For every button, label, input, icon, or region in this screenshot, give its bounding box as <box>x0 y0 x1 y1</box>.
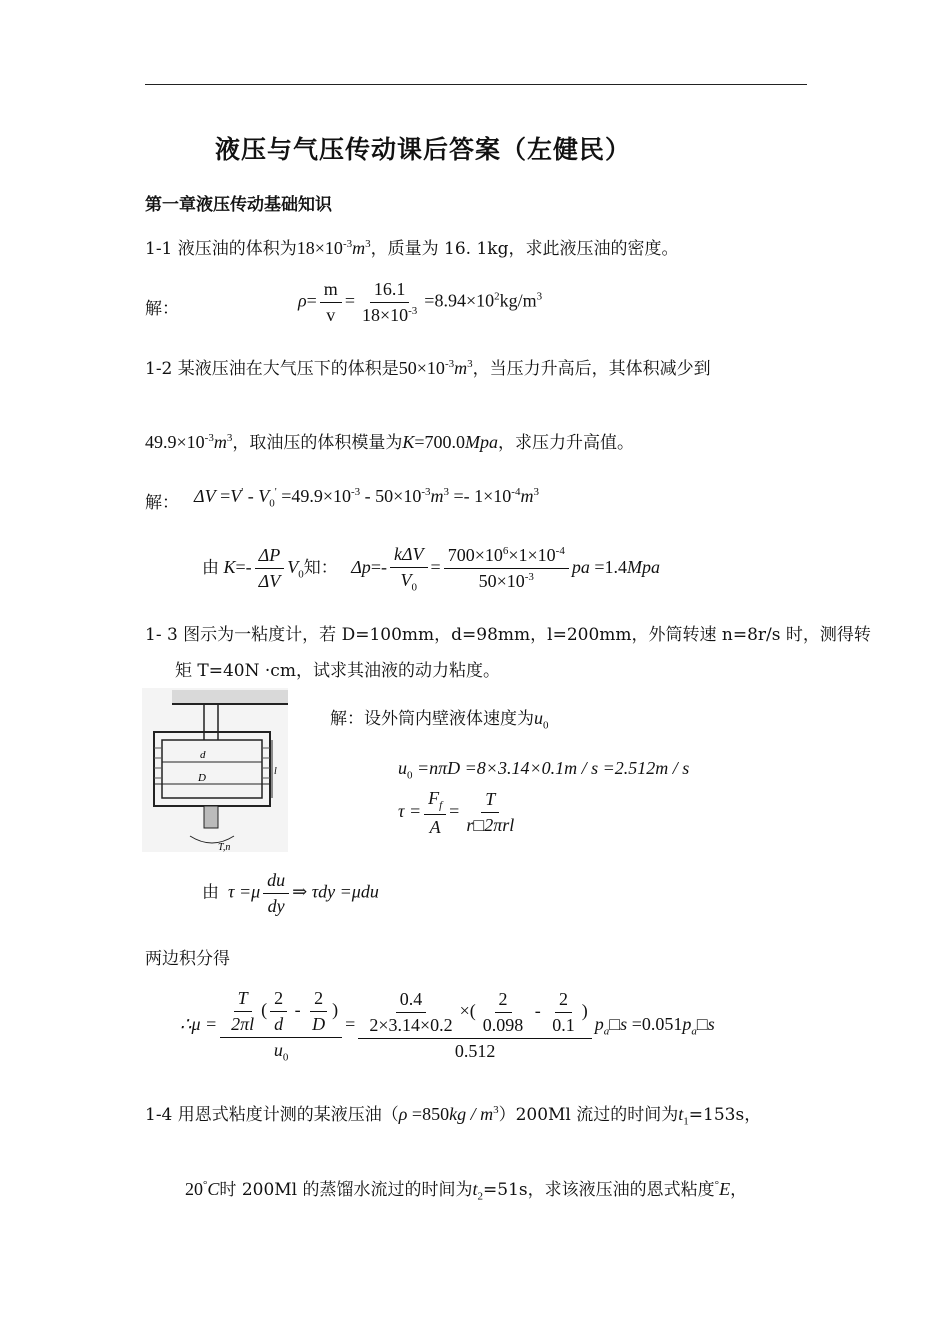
problem-1-3-answer-label: 解：设外筒内壁液体速度为$u_0$ <box>330 708 549 732</box>
answer-label: 解： <box>145 493 179 513</box>
density-equation: ρ= $\frac{m}{v}$ = $\frac{16.1}{18\times 10^{-3}}$ $=8.94\times 10^2kg/m^3$ <box>298 279 543 325</box>
problem-1-2-line2: $49.9\times 10^{-3}m^3$，取油压的体积模量为K=700.0Mpa，求压力升高值。 <box>145 432 634 453</box>
viscometer-figure <box>142 688 288 852</box>
volume-change-equation: $\Delta V =V' - V_0' =49.9\times 10^{-3} - 50\times 10^{-3}m^3 =- 1\times 10^{-4}m^3$ <box>194 486 539 510</box>
newton-viscosity-equation: 由 τ =μ $\frac{du}{dy}$ ⇒ τdy =μdu <box>202 870 379 916</box>
viscosity-equation: ∴μ = $\frac{T}{2\pi l}$ ( $\frac{2}{d}$ - $\frac{2}{D}$ ) $u_0$ = $\frac{0.4}{2\times 3.14\times 0.2}$ ×( $\frac{2}{0.098}$ - $\frac{2}{0.1}$ ) 0.512 $p_a□s$ $=0.051p_a□s$ <box>180 988 715 1064</box>
problem-1-4-line2: 20°C时 200Ml 的蒸馏水流过的时间为$t_2=51s$，求该液压油的恩式粘度°E， <box>185 1179 748 1203</box>
page-title: 液压与气压传动课后答案（左健民） <box>215 135 632 164</box>
integration-text: 两边积分得 <box>145 949 230 969</box>
figure-label-tn: T,n <box>218 842 231 852</box>
chapter-heading: 第一章液压传动基础知识 <box>145 195 332 215</box>
figure-label-l: l <box>274 766 277 777</box>
problem-1-3-line1: 1- 3 图示为一粘度计，若 D=100mm，d=98mm，l=200mm，外筒转速 n=8r/s 时，测得转 <box>145 625 871 645</box>
problem-1-4-line1: 1-4 用恩式粘度计测的某液压油$(\rho =850kg / m^3)200Ml$ 流过的时间为$t_1=153s$， <box>145 1104 762 1128</box>
figure-label-D: D <box>198 772 206 784</box>
problem-1-1-question: 1-1 液压油的体积为$18\times 10^{-3}m^3$，质量为 16. 1kg，求此液压油的密度。 <box>145 238 679 259</box>
answer-label: 解： <box>145 299 179 319</box>
velocity-equation: $u_0 =n\pi D =8\times 3.14\times 0.1m / s =2.512m / s$ <box>398 758 690 782</box>
problem-1-3-line2: 矩 T=40N ·cm，试求其油液的动力粘度。 <box>175 661 500 681</box>
figure-label-d: d <box>200 749 206 761</box>
header-rule <box>145 84 807 85</box>
shear-stress-equation: τ = $\frac{F_f}{A}$ = $\frac{T}{\text{r□2πrl}}$ <box>398 788 515 837</box>
problem-1-2-line1: 1-2 某液压油在大气压下的体积是$50\times 10^{-3}m^3$，当压力升高后，其体积减少到 <box>145 358 711 379</box>
pressure-rise-equation: 由 K=- $\frac{\Delta P}{\Delta V}$ $V_0$知： Δp=- $\frac{\text{kΔV}}{V_0}$ = $\frac{700\times 10^6\times 1\times 10^{-4}}{50\times 10^{-3}}$ pa =1.4Mpa <box>202 544 660 594</box>
